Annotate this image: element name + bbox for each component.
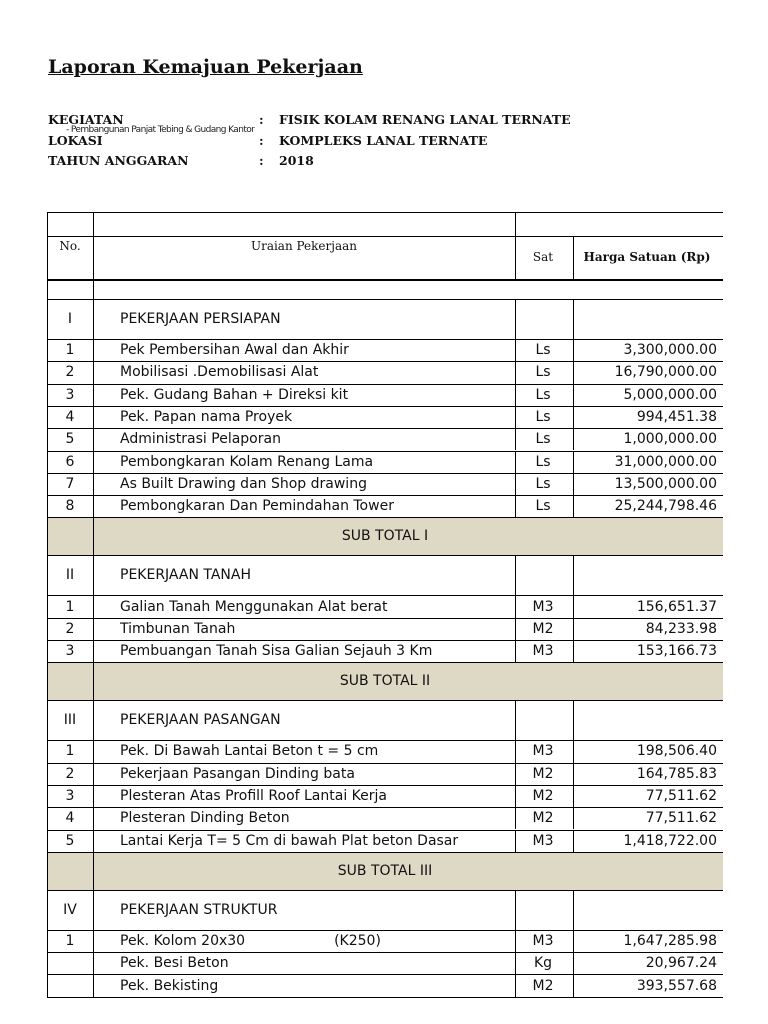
- item-description: Plesteran Atas Profill Roof Lantai Kerja: [120, 788, 387, 805]
- item-number: 1: [65, 743, 75, 760]
- header-harga: Harga Satuan (Rp): [583, 250, 711, 264]
- column-divider: [573, 974, 574, 996]
- subtotal-label: SUB TOTAL III: [337, 862, 433, 879]
- item-unit: Kg: [533, 955, 553, 972]
- item-unit: M3: [532, 832, 554, 849]
- column-divider: [573, 236, 574, 279]
- subtotal-label: SUB TOTAL II: [339, 673, 431, 690]
- item-description: Pek. Di Bawah Lantai Beton t = 5 cm: [120, 743, 379, 760]
- item-unit-price: 25,244,798.46: [614, 498, 717, 515]
- column-divider: [515, 740, 516, 762]
- item-number: 3: [65, 643, 75, 660]
- column-divider: [515, 830, 516, 852]
- section-title: PEKERJAAN STRUKTUR: [120, 901, 278, 918]
- item-number: 2: [65, 620, 75, 637]
- item-unit-price: 153,166.73: [636, 643, 717, 660]
- row-divider: [47, 473, 723, 474]
- section-code: III: [63, 712, 77, 729]
- row-divider: [47, 930, 723, 931]
- column-divider: [573, 384, 574, 406]
- item-description: As Built Drawing dan Shop drawing: [120, 475, 367, 492]
- item-description: Timbunan Tanah: [120, 620, 236, 637]
- item-number: 3: [65, 788, 75, 805]
- row-divider: [47, 618, 723, 619]
- subtotal-label: SUB TOTAL I: [341, 528, 429, 545]
- column-divider: [573, 930, 574, 952]
- item-unit-price: 1,000,000.00: [623, 431, 717, 448]
- item-unit-price: 3,300,000.00: [623, 342, 717, 359]
- lokasi-value: KOMPLEKS LANAL TERNATE: [279, 133, 488, 148]
- item-description: Mobilisasi .Demobilisasi Alat: [120, 364, 319, 381]
- row-divider: [47, 740, 723, 741]
- item-description: Pekerjaan Pasangan Dinding bata: [120, 765, 355, 782]
- row-divider: [47, 451, 723, 452]
- row-divider: [47, 595, 723, 596]
- item-number: 1: [65, 598, 75, 615]
- item-unit: M3: [532, 743, 554, 760]
- row-divider: [47, 785, 723, 786]
- item-unit: Ls: [535, 475, 551, 492]
- column-divider: [515, 618, 516, 640]
- item-unit-price: 77,511.62: [645, 810, 717, 827]
- item-number: 5: [65, 832, 75, 849]
- column-divider: [515, 890, 516, 930]
- item-unit-price: 198,506.40: [636, 743, 717, 760]
- column-divider: [515, 974, 516, 996]
- item-number: 3: [65, 386, 75, 403]
- row-divider: [47, 384, 723, 385]
- row-divider: [47, 517, 723, 518]
- item-unit: Ls: [535, 498, 551, 515]
- row-divider: [47, 339, 723, 340]
- column-divider: [515, 361, 516, 383]
- column-divider: [573, 952, 574, 974]
- column-divider: [573, 763, 574, 785]
- column-divider: [515, 807, 516, 829]
- column-divider: [573, 361, 574, 383]
- item-number: 2: [65, 765, 75, 782]
- row-divider: [47, 662, 723, 663]
- item-unit-price: 994,451.38: [636, 409, 717, 426]
- column-divider: [573, 807, 574, 829]
- row-divider: [47, 997, 723, 998]
- column-divider: [573, 555, 574, 595]
- item-unit-price: 77,511.62: [645, 788, 717, 805]
- row-divider: [47, 807, 723, 808]
- item-unit-price: 16,790,000.00: [614, 364, 717, 381]
- row-divider: [47, 495, 723, 496]
- row-divider: [47, 700, 723, 701]
- item-description: Galian Tanah Menggunakan Alat berat: [120, 598, 388, 615]
- item-unit-price: 84,233.98: [645, 620, 717, 637]
- item-number: 7: [65, 475, 75, 492]
- item-description: Pek. Papan nama Proyek: [120, 409, 293, 426]
- report-title: Laporan Kemajuan Pekerjaan: [48, 56, 363, 78]
- row-divider: [47, 852, 723, 853]
- item-unit-price: 1,647,285.98: [623, 932, 717, 949]
- column-divider: [573, 473, 574, 495]
- tahun-value: 2018: [279, 153, 314, 168]
- item-description: Lantai Kerja T= 5 Cm di bawah Plat beton Dasar: [120, 832, 459, 849]
- section-code: I: [67, 311, 73, 327]
- column-divider: [573, 618, 574, 640]
- item-description: Pek. Bekisting: [120, 977, 219, 994]
- row-divider: [47, 236, 723, 237]
- item-description: Pembuangan Tanah Sisa Galian Sejauh 3 Km: [120, 643, 433, 660]
- item-description: Administrasi Pelaporan: [120, 431, 281, 448]
- item-description: Plesteran Dinding Beton: [120, 810, 290, 827]
- item-unit-price: 164,785.83: [636, 765, 717, 782]
- column-divider: [573, 495, 574, 517]
- item-unit-price: 1,418,722.00: [623, 832, 717, 849]
- item-unit-price: 20,967.24: [645, 955, 717, 972]
- row-divider: [47, 299, 723, 300]
- section-code: IV: [63, 901, 77, 918]
- header-uraian: Uraian Pekerjaan: [250, 239, 358, 253]
- column-divider: [515, 212, 516, 279]
- row-divider: [47, 428, 723, 429]
- overlapping-note: - Pembangunan Panjat Tebing & Gudang Kantor: [66, 125, 255, 135]
- column-divider: [573, 830, 574, 852]
- row-divider: [47, 890, 723, 891]
- column-divider: [515, 495, 516, 517]
- item-description: Pek. Besi Beton: [120, 955, 229, 972]
- item-description: Pembongkaran Kolam Renang Lama: [120, 453, 374, 470]
- row-divider: [47, 640, 723, 641]
- column-divider: [573, 740, 574, 762]
- item-unit: Ls: [535, 342, 551, 359]
- item-unit: M3: [532, 598, 554, 615]
- item-number: 6: [65, 453, 75, 470]
- column-divider: [47, 212, 48, 997]
- column-divider: [515, 339, 516, 361]
- work-items-table: [47, 212, 723, 998]
- section-title: PEKERJAAN PASANGAN: [120, 712, 281, 729]
- column-divider: [573, 595, 574, 617]
- item-unit: M3: [532, 643, 554, 660]
- column-divider: [515, 299, 516, 339]
- column-divider: [515, 700, 516, 740]
- item-unit: M2: [532, 788, 554, 805]
- item-unit-price: 156,651.37: [636, 598, 717, 615]
- item-description: Pek Pembersihan Awal dan Akhir: [120, 342, 349, 359]
- section-title: PEKERJAAN TANAH: [120, 567, 252, 584]
- column-divider: [515, 473, 516, 495]
- item-description: Pek. Kolom 20x30 (K250): [120, 932, 381, 949]
- header-sat: Sat: [532, 250, 554, 264]
- section-code: II: [65, 567, 75, 584]
- item-unit: M2: [532, 765, 554, 782]
- column-divider: [515, 930, 516, 952]
- column-divider: [573, 451, 574, 473]
- column-divider: [515, 384, 516, 406]
- kegiatan-value: FISIK KOLAM RENANG LANAL TERNATE: [279, 112, 571, 127]
- item-unit: Ls: [535, 386, 551, 403]
- row-divider: [47, 555, 723, 556]
- column-divider: [515, 428, 516, 450]
- column-divider: [573, 428, 574, 450]
- kegiatan-label: KEGIATAN: [48, 112, 124, 127]
- row-divider: [47, 361, 723, 362]
- item-unit-price: 31,000,000.00: [614, 453, 717, 470]
- item-unit-price: 5,000,000.00: [623, 386, 717, 403]
- column-divider: [515, 640, 516, 662]
- item-unit: Ls: [535, 364, 551, 381]
- item-unit: Ls: [535, 453, 551, 470]
- column-divider: [515, 595, 516, 617]
- item-unit: M3: [532, 932, 554, 949]
- lokasi-label: LOKASI: [48, 133, 103, 148]
- row-divider: [47, 279, 723, 281]
- column-divider: [515, 555, 516, 595]
- tahun-label: TAHUN ANGGARAN: [48, 153, 189, 168]
- item-description: Pek. Gudang Bahan + Direksi kit: [120, 386, 349, 403]
- column-divider: [573, 339, 574, 361]
- separator: :: [259, 133, 264, 148]
- column-divider: [573, 700, 574, 740]
- header-no: No.: [59, 239, 81, 253]
- column-divider: [573, 640, 574, 662]
- row-divider: [47, 974, 723, 975]
- row-divider: [47, 212, 723, 213]
- item-unit: Ls: [535, 409, 551, 426]
- item-number: 8: [65, 498, 75, 515]
- column-divider: [573, 785, 574, 807]
- column-divider: [93, 212, 94, 997]
- item-unit-price: 13,500,000.00: [614, 475, 717, 492]
- separator: :: [259, 153, 264, 168]
- column-divider: [573, 890, 574, 930]
- column-divider: [515, 451, 516, 473]
- column-divider: [515, 952, 516, 974]
- item-description: Pembongkaran Dan Pemindahan Tower: [120, 498, 394, 515]
- item-unit: M2: [532, 620, 554, 637]
- item-number: 5: [65, 431, 75, 448]
- item-unit: Ls: [535, 431, 551, 448]
- item-unit-price: 393,557.68: [636, 977, 717, 994]
- row-divider: [47, 952, 723, 953]
- column-divider: [515, 785, 516, 807]
- row-divider: [47, 406, 723, 407]
- column-divider: [573, 406, 574, 428]
- row-divider: [47, 830, 723, 831]
- row-divider: [47, 763, 723, 764]
- item-number: 2: [65, 364, 75, 381]
- column-divider: [515, 763, 516, 785]
- column-divider: [573, 299, 574, 339]
- item-unit: M2: [532, 810, 554, 827]
- column-divider: [515, 406, 516, 428]
- separator: :: [259, 112, 264, 127]
- item-number: 4: [65, 810, 75, 827]
- item-number: 1: [65, 342, 75, 359]
- item-unit: M2: [532, 977, 554, 994]
- section-title: PEKERJAAN PERSIAPAN: [120, 311, 281, 327]
- item-number: 4: [65, 409, 75, 426]
- item-number: 1: [65, 932, 75, 949]
